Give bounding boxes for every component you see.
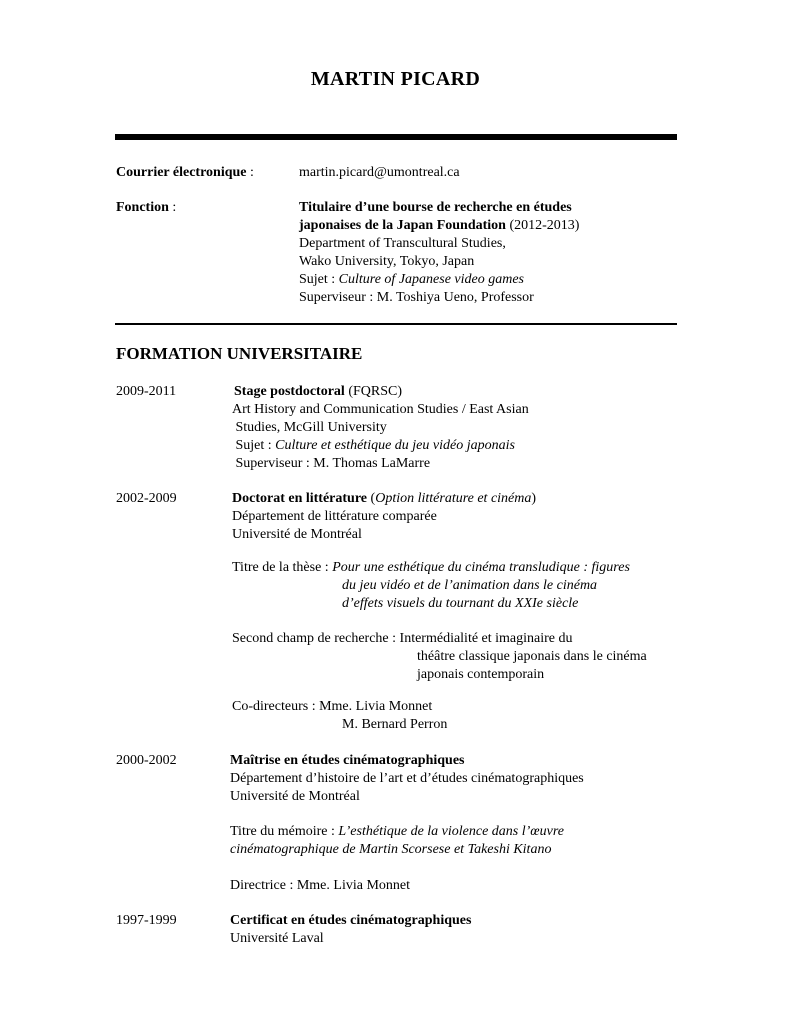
function-univ: Wako University, Tokyo, Japan xyxy=(299,254,475,269)
header-divider xyxy=(115,134,677,140)
function-dept: Department of Transcultural Studies, xyxy=(299,236,506,251)
email-label-row xyxy=(116,164,254,182)
email-value[interactable]: martin.picard@umontreal.ca xyxy=(299,165,460,180)
entry-subject-value: Culture et esthétique du jeu vidéo japonais xyxy=(275,438,515,453)
codirector-2: M. Bernard Perron xyxy=(342,717,448,732)
entry-title: Certificat en études cinématographiques xyxy=(230,913,472,928)
second-field-label: Second champ de recherche : xyxy=(232,631,400,646)
memoire-line1: L’esthétique de la violence dans l’œuvre xyxy=(338,824,564,839)
function-subject xyxy=(299,271,524,289)
second-field-line2: théâtre classique japonais dans le cinéma xyxy=(417,649,647,664)
entry-univ: Université Laval xyxy=(230,931,324,946)
entry-years: 1997-1999 xyxy=(116,913,177,928)
thesis-line3: d’effets visuels du tournant du XXIe siècle xyxy=(342,596,579,611)
entry-title-row xyxy=(234,383,402,401)
entry-years: 2009-2011 xyxy=(116,384,177,399)
entry-univ: Université de Montréal xyxy=(232,527,362,542)
page-title: MARTIN PICARD xyxy=(310,68,481,90)
function-label: Fonction xyxy=(116,200,169,215)
entry-title-suffix: (FQRSC) xyxy=(344,384,403,399)
entry-supervisor: Superviseur : M. Thomas LaMarre xyxy=(232,456,431,471)
function-label-row xyxy=(116,199,176,217)
email-label: Courrier électronique xyxy=(116,165,247,180)
function-title-line2 xyxy=(299,217,579,235)
thesis-row xyxy=(232,559,630,577)
entry-subject-label: Sujet : xyxy=(232,438,276,453)
second-field-line3: japonais contemporain xyxy=(417,667,545,682)
entry-line: Studies, McGill University xyxy=(232,420,387,435)
function-supervisor: Superviseur : M. Toshiya Ueno, Professor xyxy=(299,290,534,305)
memoire-label: Titre du mémoire : xyxy=(230,824,339,839)
entry-director: Directrice : Mme. Livia Monnet xyxy=(230,878,410,893)
entry-title-close: ) xyxy=(531,491,537,506)
second-field-line1: Intermédialité et imaginaire du xyxy=(399,631,573,646)
entry-years: 2002-2009 xyxy=(116,491,177,506)
function-title-bold: japonaises de la Japan Foundation xyxy=(299,218,506,233)
education-heading: FORMATION UNIVERSITAIRE xyxy=(116,344,363,363)
second-field-row xyxy=(232,630,573,648)
entry-line: Art History and Communication Studies / East Asian xyxy=(232,402,529,417)
entry-title: Doctorat en littérature xyxy=(232,491,368,506)
email-label-sep: : xyxy=(246,165,254,180)
memoire-line2: cinématographique de Martin Scorsese et Takeshi Kitano xyxy=(230,842,552,857)
entry-years: 2000-2002 xyxy=(116,753,177,768)
codirectors-row xyxy=(232,698,432,716)
thesis-line2: du jeu vidéo et de l’animation dans le cinéma xyxy=(342,578,598,593)
function-title-line1: Titulaire d’une bourse de recherche en études xyxy=(299,200,572,215)
entry-title-open: ( xyxy=(367,491,376,506)
function-label-sep: : xyxy=(168,200,177,215)
memoire-row xyxy=(230,823,564,841)
entry-dept: Département d’histoire de l’art et d’études cinématographiques xyxy=(230,771,584,786)
entry-title: Stage postdoctoral xyxy=(234,384,345,399)
entry-title: Maîtrise en études cinématographiques xyxy=(230,753,465,768)
entry-dept: Département de littérature comparée xyxy=(232,509,437,524)
codirector-1: Mme. Livia Monnet xyxy=(319,699,433,714)
section-divider xyxy=(115,323,677,325)
entry-title-option: Option littérature et cinéma xyxy=(375,491,532,506)
thesis-label: Titre de la thèse : xyxy=(232,560,333,575)
codirectors-label: Co-directeurs : xyxy=(232,699,320,714)
thesis-line1: Pour une esthétique du cinéma transludique : figures xyxy=(332,560,630,575)
entry-title-row xyxy=(232,490,536,508)
function-dates: (2012-2013) xyxy=(505,218,580,233)
function-subject-label: Sujet : xyxy=(299,272,339,287)
entry-subject xyxy=(232,437,515,455)
function-subject-value: Culture of Japanese video games xyxy=(338,272,525,287)
entry-univ: Université de Montréal xyxy=(230,789,360,804)
